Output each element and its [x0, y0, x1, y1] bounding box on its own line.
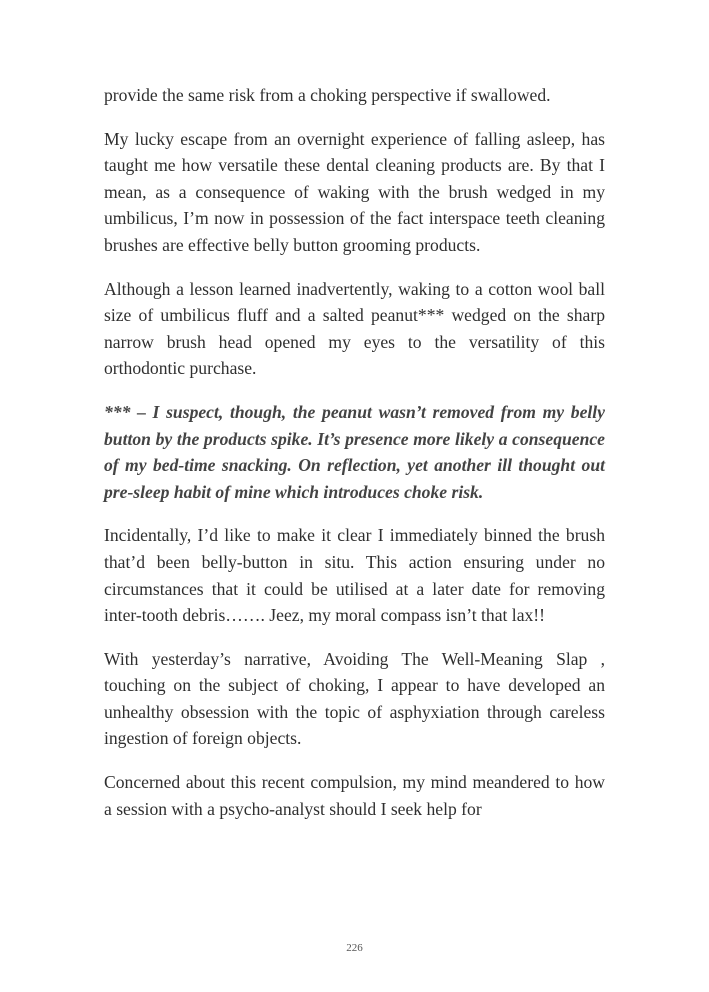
paragraph-lucky-escape: My lucky escape from an overnight experience of falling asleep, has taught me how versatile these dental cleaning products are. By that I mean, as a consequence of waking with the brush wedged in my umbilicus, I’m now in possession of the fact interspace teeth cleaning brushes are effective belly button grooming products. [104, 128, 605, 255]
paragraph-concerned: Concerned about this recent compulsion, my mind meandered to how a session with a psycho-analyst should I seek help for [104, 772, 605, 819]
paragraph-lesson-learned: Although a lesson learned inadvertently, waking to a cotton wool ball size of umbilicus fluff and a salted peanut*** wedged on the sharp narrow brush head opened my eyes to the versatility of this orthodontic purchase. [104, 278, 605, 379]
paragraph-incidentally: Incidentally, I’d like to make it clear I immediately binned the brush that’d been belly-button in situ. This action ensuring under no circumstances that it could be utilised at a later date for removing inter-tooth debris……. Jeez, my moral compass isn’t that lax!! [104, 525, 605, 626]
footnote-peanut: *** – I suspect, though, the peanut wasn’t removed from my belly button by the products spike. It’s presence more likely a consequence of my bed-time snacking. On reflection, yet another ill thought out pre-sleep habit of mine which introduces choke risk. [104, 401, 605, 502]
page-number: 226 [346, 942, 363, 954]
paragraph-yesterdays-narrative: With yesterday’s narrative, Avoiding The Well-Meaning Slap , touching on the subject of choking, I appear to have developed an unhealthy obsession with the topic of asphyxiation through careless ingestion of foreign objects. [104, 648, 605, 749]
paragraph-continued: provide the same risk from a choking perspective if swallowed. [104, 85, 551, 105]
page-body [104, 82, 605, 839]
